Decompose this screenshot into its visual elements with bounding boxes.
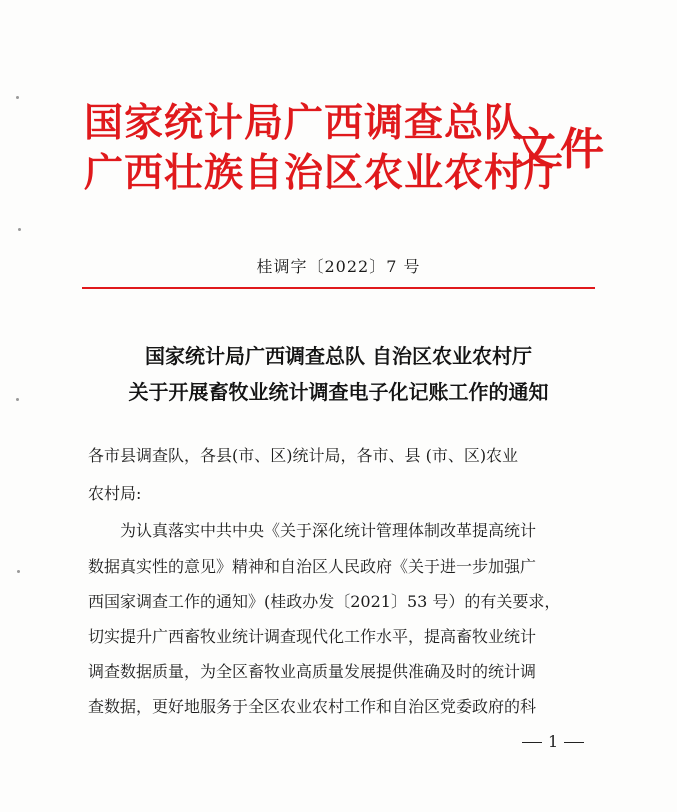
issuer-line-1: 国家统计局广西调查总队: [84, 101, 525, 146]
issuer-line-2: 广西壮族自治区农业农村厅: [84, 151, 565, 196]
body-paragraph-line: 数据真实性的意见》精神和自治区人民政府《关于进一步加强广: [88, 557, 537, 576]
body-paragraph-line: 调查数据质量，为全区畜牧业高质量发展提供准确及时的统计调: [88, 662, 537, 681]
page-number-dash: [564, 742, 584, 743]
scan-artifact-dot: [16, 96, 19, 99]
page-number: [516, 732, 590, 751]
body-paragraph-line: 切实提升广西畜牧业统计调查现代化工作水平，提高畜牧业统计: [88, 627, 537, 646]
body-paragraph-line: 西国家调查工作的通知》(桂政办发〔2021〕53 号）的有关要求，: [88, 592, 561, 611]
document-word: 文件: [512, 124, 608, 175]
scan-artifact-dot: [17, 570, 20, 573]
document-title-line-2: 关于开展畜牧业统计调查电子化记账工作的通知: [128, 380, 549, 404]
page-number-dash: [522, 742, 542, 743]
red-divider-rule: [82, 287, 595, 289]
page-number-value: 1: [548, 732, 559, 751]
document-title-line-1: 国家统计局广西调查总队 自治区农业农村厅: [145, 344, 532, 368]
body-paragraph-line: 为认真落实中共中央《关于深化统计管理体制改革提高统计: [120, 521, 537, 540]
addressee-line-1: 各市县调查队，各县(市、区)统计局，各市、县 (市、区)农业: [88, 446, 519, 465]
document-number: 桂调字〔2022〕7 号: [256, 257, 421, 276]
body-paragraph-line: 查数据，更好地服务于全区农业农村工作和自治区党委政府的科: [88, 697, 537, 716]
addressee-line-2: 农村局:: [88, 484, 142, 503]
scan-artifact-dot: [18, 228, 21, 231]
